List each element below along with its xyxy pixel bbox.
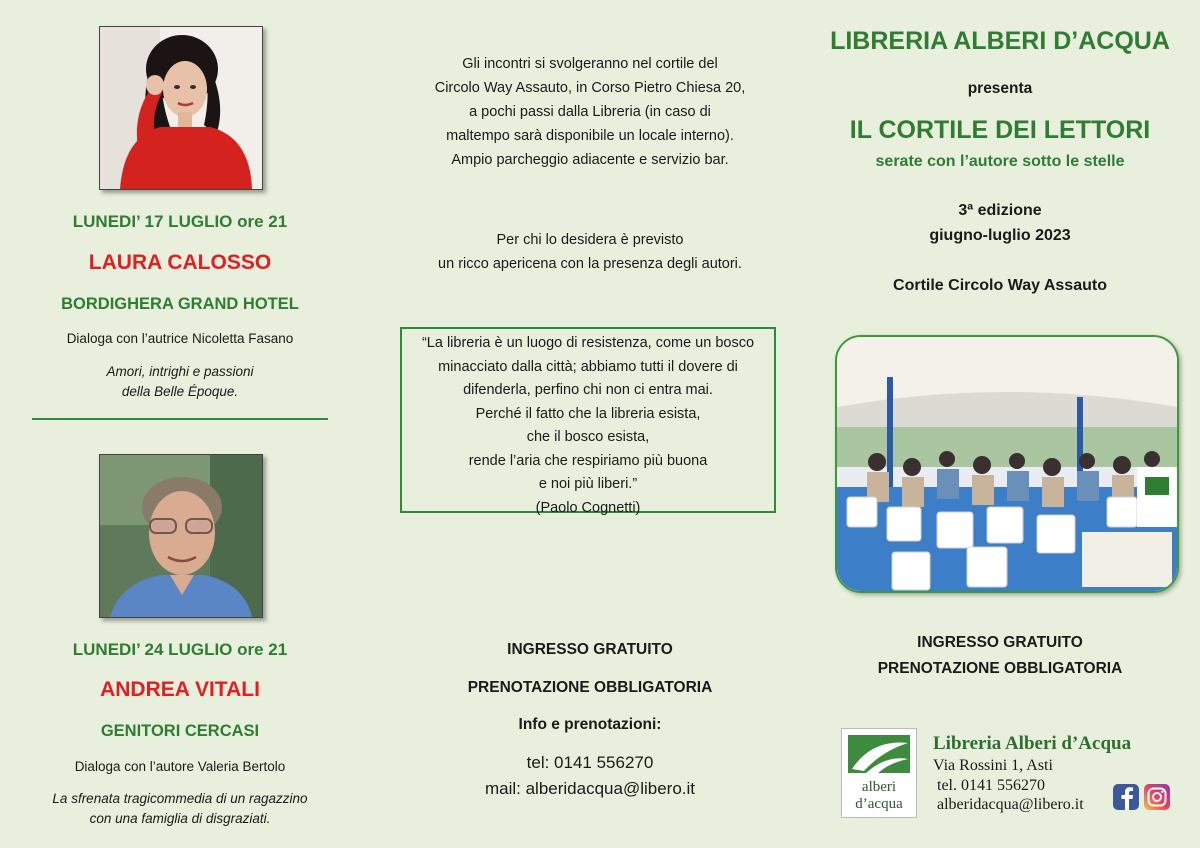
bookstore-logo xyxy=(841,728,917,818)
free-entry-label-right: INGRESSO GRATUITO xyxy=(917,634,1083,651)
venue-line: Ampio parcheggio adiacente e servizio bar. xyxy=(451,152,729,168)
apericena-info xyxy=(400,228,780,276)
quote-line: “La libreria è un luogo di resistenza, come un bosco xyxy=(421,335,755,351)
info-label: Info e prenotazioni: xyxy=(518,716,662,733)
event2-description-line1: La sfrenata tragicommedia di un ragazzino xyxy=(52,791,308,806)
right-panel xyxy=(815,0,1185,848)
event1-author: LAURA CALOSSO xyxy=(88,251,272,274)
presents-label: presenta xyxy=(967,80,1033,97)
free-entry-label: INGRESSO GRATUITO xyxy=(507,641,673,658)
period-label: giugno-luglio 2023 xyxy=(929,227,1071,244)
event1-description-line2: della Belle Époque. xyxy=(121,384,239,399)
instagram-icon[interactable] xyxy=(1144,784,1170,810)
section-divider xyxy=(32,418,328,420)
quote-box xyxy=(400,327,776,516)
event-subtitle: serate con l’autore sotto le stelle xyxy=(875,153,1125,170)
middle-panel xyxy=(400,0,780,848)
email-address[interactable]: mail: alberidacqua@libero.it xyxy=(484,779,696,798)
event2-author: ANDREA VITALI xyxy=(100,678,260,701)
event1-date: LUNEDI’ 17 LUGLIO ore 21 xyxy=(72,212,288,231)
author-photo-andrea-vitali xyxy=(99,454,263,618)
contact-email[interactable]: alberidacqua@libero.it xyxy=(937,796,1084,813)
venue-line: Gli incontri si svolgeranno nel cortile del xyxy=(462,56,718,72)
booking-required-label-right: PRENOTAZIONE OBBLIGATORIA xyxy=(877,660,1123,677)
phone-number[interactable]: tel: 0141 556270 xyxy=(526,753,654,772)
event2-description xyxy=(30,789,330,829)
quote-line: rende l’aria che respiriamo più buona xyxy=(468,452,708,469)
logo-text-line1: alberi xyxy=(861,779,897,795)
event2-description-line2: con una famiglia di disgraziati. xyxy=(89,811,271,826)
quote-author: (Paolo Cognetti) xyxy=(535,499,641,516)
contact-name: Libreria Alberi d’Acqua xyxy=(933,733,1132,754)
event2-date: LUNEDI’ 24 LUGLIO ore 21 xyxy=(72,640,288,659)
contact-phone[interactable]: tel. 0141 556270 xyxy=(937,777,1045,794)
quote-line: Perché il fatto che la libreria esista, xyxy=(475,405,701,422)
quote-line: minacciato dalla città; abbiamo tutti il dovere di xyxy=(438,358,738,375)
event-photo xyxy=(835,335,1179,593)
facebook-icon[interactable] xyxy=(1113,784,1139,810)
venue-line: Circolo Way Assauto, in Corso Pietro Chiesa 20, xyxy=(434,80,746,96)
event2-book-title: GENITORI CERCASI xyxy=(100,722,260,740)
bookstore-title: LIBRERIA ALBERI D’ACQUA xyxy=(830,27,1170,55)
venue-line: a pochi passi dalla Libreria (in caso di xyxy=(469,104,711,120)
location-label: Cortile Circolo Way Assauto xyxy=(893,277,1107,294)
author-photo-laura-calosso xyxy=(99,26,263,190)
apericena-line: un ricco apericena con la presenza degli autori. xyxy=(438,256,742,272)
quote-line: difenderla, perfino chi non ci entra mai. xyxy=(463,382,713,398)
event1-book-title: BORDIGHERA GRAND HOTEL xyxy=(61,295,299,313)
venue-info xyxy=(400,52,780,172)
event1-description xyxy=(30,362,330,402)
left-panel xyxy=(30,0,330,848)
booking-required-label: PRENOTAZIONE OBBLIGATORIA xyxy=(467,679,713,696)
event2-moderator: Dialoga con l’autore Valeria Bertolo xyxy=(74,759,286,774)
contact-address: Via Rossini 1, Asti xyxy=(933,757,1053,774)
event1-moderator: Dialoga con l’autrice Nicoletta Fasano xyxy=(66,331,294,346)
quote-line: che il bosco esista, xyxy=(526,429,650,445)
venue-line: maltempo sarà disponibile un locale interno). xyxy=(446,128,734,144)
event-title: IL CORTILE DEI LETTORI xyxy=(849,116,1151,144)
logo-text-line2: d’acqua xyxy=(855,796,903,812)
event1-description-line1: Amori, intrighi e passioni xyxy=(106,364,254,379)
edition-label: 3ª edizione xyxy=(958,202,1042,219)
apericena-line: Per chi lo desidera è previsto xyxy=(496,232,684,248)
quote-line: e noi più liberi.” xyxy=(538,476,638,492)
